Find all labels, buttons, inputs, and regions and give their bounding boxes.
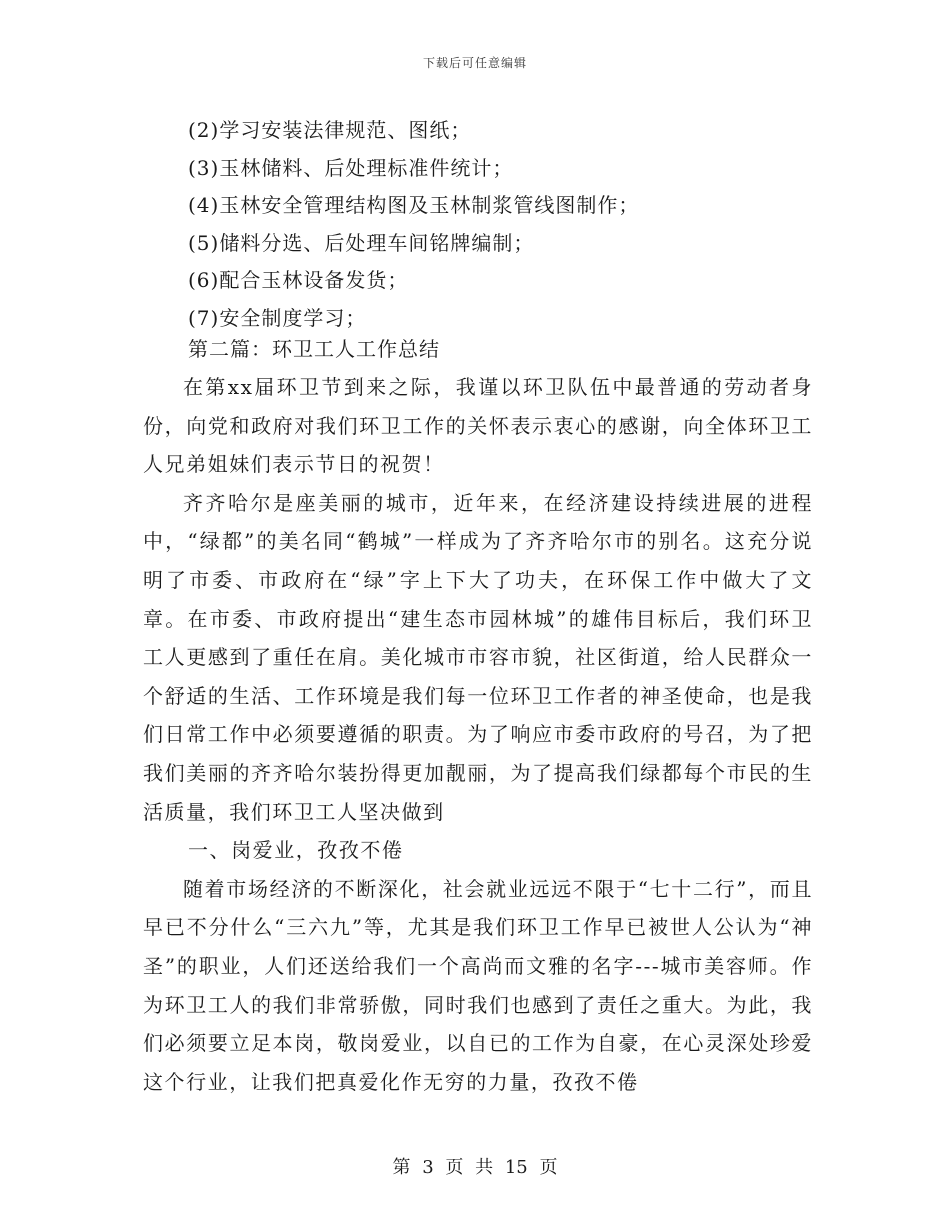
section-title: 第二篇：环卫工人工作总结 xyxy=(188,337,440,361)
list-item: (7)安全制度学习； xyxy=(188,305,367,330)
list-item: (4)玉林安全管理结构图及玉林制浆管线图制作； xyxy=(188,193,640,217)
header-note: 下载后可任意编辑 xyxy=(422,56,527,70)
paragraph: 随着市场经济的不断深化，社会就业远远不限于“七十二行”，而且早已不分什么“三六九”等，尤其是我们环卫工作早已被世人公认为“神圣”的职业，人们还送给我们一个高尚而文雅的名字---城市美容师。作为环卫工人的我们非常骄傲，同时我们也感到了责任之重大。为此，我们必须要立足本岗，敬岗爱业，以自已的工作为自豪，在心灵深处珍爱这个行业，让我们把真爱化作无穷的力量，孜孜不倦 xyxy=(143,876,813,1094)
subheading: 一、岗爱业，孜孜不倦 xyxy=(188,838,404,863)
paragraph: 在第xx届环卫节到来之际，我谨以环卫队伍中最普通的劳动者身份，向党和政府对我们环卫工作的关怀表示衷心的感谢，向全体环卫工人兄弟姐妹们表示节日的祝贺！ xyxy=(143,375,813,477)
body-text xyxy=(143,368,813,1101)
list-item: (6)配合玉林设备发货； xyxy=(188,268,409,292)
task-list xyxy=(188,112,828,337)
page-number: 第 3 页 共 15 页 xyxy=(392,1157,558,1178)
list-item: (5)储料分选、后处理车间铭牌编制； xyxy=(188,230,535,255)
list-item: (3)玉林储料、后处理标准件统计； xyxy=(188,155,514,180)
paragraph: 齐齐哈尔是座美丽的城市，近年来，在经济建设持续进展的进程中，“绿都”的美名同“鹤城”一样成为了齐齐哈尔市的别名。这充分说明了市委、市政府在“绿”字上下大了功夫，在环保工作中做大了文章。在市委、市政府提出“建生态市园林城”的雄伟目标后，我们环卫工人更感到了重任在肩。美化城市市容市貌，社区街道，给人民群众一个舒适的生活、工作环境是我们每一位环卫工作者的神圣使命，也是我们日常工作中必须要遵循的职责。为了响应市委市政府的号召，为了把我们美丽的齐齐哈尔装扮得更加靓丽，为了提高我们绿都每个市民的生活质量，我们环卫工人坚决做到 xyxy=(143,490,813,824)
list-item: (2)学习安装法律规范、图纸； xyxy=(188,118,472,142)
